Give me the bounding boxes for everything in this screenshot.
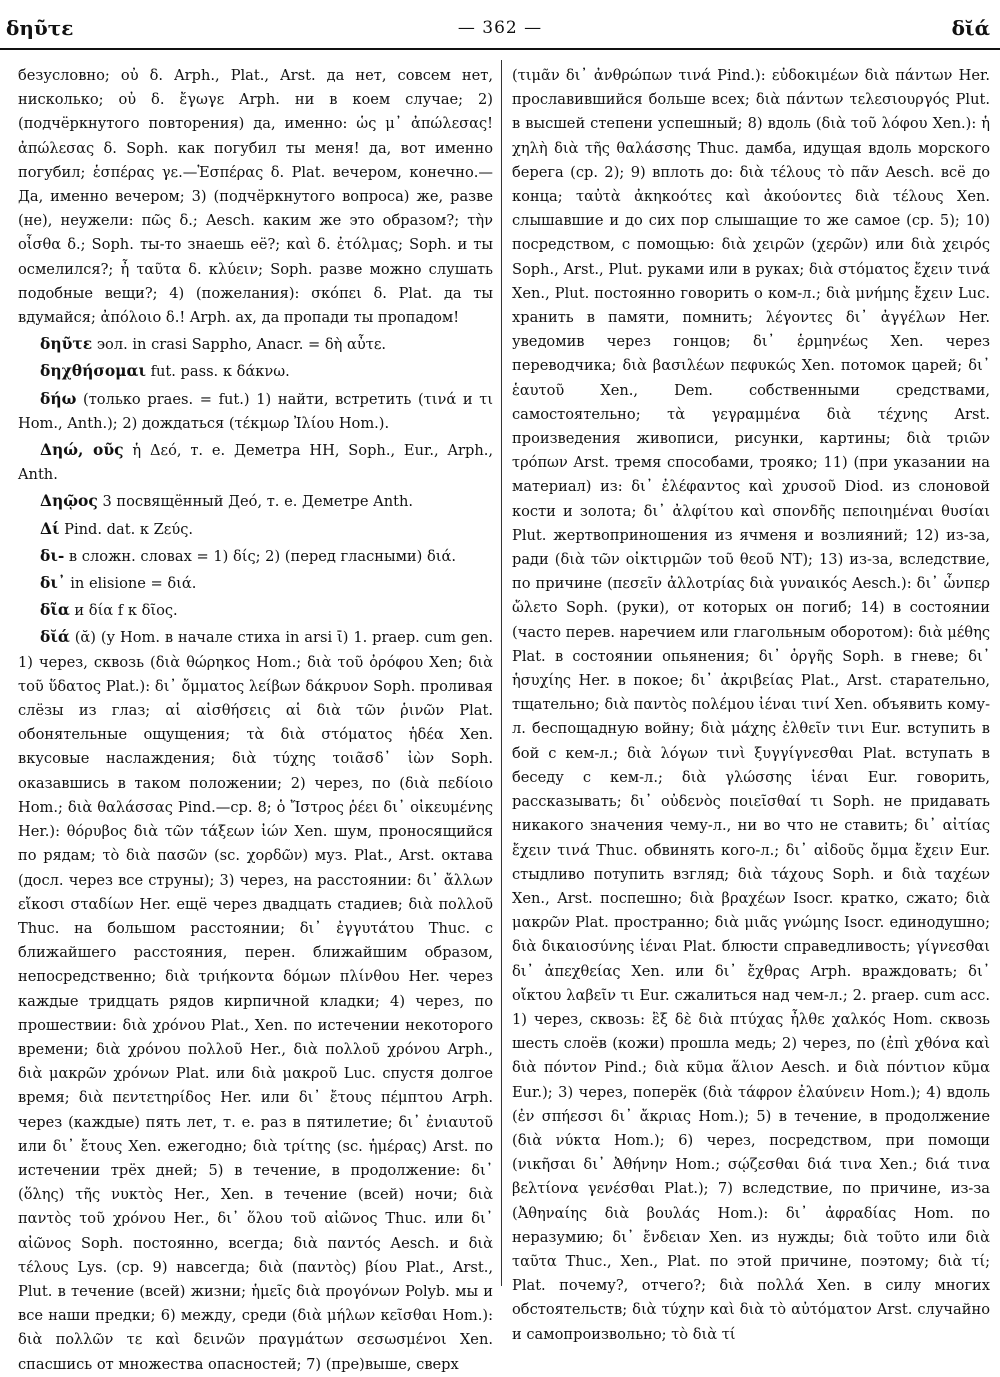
entry-body: in elisione = διά. <box>70 575 197 593</box>
dictionary-entry <box>18 387 493 436</box>
page-header <box>0 0 1000 60</box>
entry-headword: δι- <box>40 545 65 565</box>
entry-body: Pind. dat. к Ζεύς. <box>64 520 194 538</box>
entry-headword: Δηώ, οῦς <box>40 440 124 460</box>
entry-continuation <box>18 64 493 330</box>
entry-headword: δηχθήσομαι <box>40 361 146 381</box>
left-column <box>18 64 494 1373</box>
dictionary-entry <box>18 571 493 596</box>
entry-headword: δῐά <box>40 627 70 647</box>
column-divider <box>501 60 502 1286</box>
running-head-right: δῐά <box>951 16 990 40</box>
entry-headword: δηῦτε <box>40 334 93 354</box>
dictionary-entry <box>18 489 493 514</box>
entry-body: 3 посвящённый Деό, т. е. Деметре Anth. <box>102 493 414 511</box>
entry-body: в сложн. словах = 1) δίς; 2) (перед гласными) διά. <box>68 547 456 565</box>
dictionary-entry <box>18 598 493 623</box>
running-head-left: δηῦτε <box>6 16 74 40</box>
header-rule <box>0 48 1000 50</box>
entry-headword: Δηῷος <box>40 491 98 511</box>
dictionary-entry <box>18 332 493 357</box>
entry-body: и δία f к δῖος. <box>74 602 178 620</box>
dictionary-entry <box>18 438 493 487</box>
entry-body: ἡ Δεό, т. е. Деметра HH, Soph., Eur., Arph., Anth. <box>18 442 493 484</box>
entry-headword: δήω <box>40 388 77 408</box>
entry-body: эол. in crasi Sappho, Anacr. = δὴ αὖτε. <box>96 336 387 354</box>
dictionary-entry <box>18 544 493 569</box>
continuation-text: безусловно; οὐ δ. Arph., Plat., Arst. да нет, совсем нет, нисколько; οὐ δ. ἔγωγε Arph. ни в коем случае; 2) (подчёркнутого повторения) да, именно: ὡς μ᾽ ἀπώλεσας! ἀπώλεσας δ. Soph. как погубил ты меня! да, вот именно погубил; ἑσπέρας γε.—Ἑσπέρας δ. Plat. вечером, конечно.—Да, именно вечером; 3) (подчёркнутого вопроса) же, разве (не), неужели: πῶς δ.; Aesch. каким же это образом?; τὴν οἶσθα δ.; Soph. ты-то знаешь её?; καὶ δ. ἐτόλμας; Soph. и ты осмелился?; ἦ ταῦτα δ. κλύειν; Soph. разве можно слушать подобные вещи?; 4) (пожелания): σκόπει δ. Plat. да ты вдумайся; ἀπόλοιο δ.! Arph. ах, да пропади ты пропадом! <box>18 67 493 327</box>
right-column <box>512 64 990 1343</box>
entry-body: (только praes. = fut.) 1) найти, встретить (τινά и τι Hom., Anth.); 2) дождаться (τέκμωρ Ἰλίου Hom.). <box>18 390 493 432</box>
entry-continuation <box>512 64 990 1347</box>
entry-headword: Δί <box>40 518 60 538</box>
entry-body: (ᾰ) (у Hom. в начале стиха in arsi ῑ) 1. praep. cum gen. 1) через, сквозь (διὰ θώρηκος Hom.; διὰ τοῦ ὀρόφου Xen; διὰ τοῦ ὕδατος Plat.): δι᾽ ὄμματος λείβων δάκρυον Soph. проливая слёзы из глаз; αἱ αἰσθήσεις αἱ διὰ τῶν ῥινῶν Plat. обонятельные ощущения; τὰ διὰ στόματος ἡδέα Xen. вкусовые наслаждения; διὰ τύχης τοιᾶσδ᾽ ἰὼν Soph. оказавшись в таком положении; 2) через, по (διὰ πεδίοιο Hom.; διὰ θαλάσσας Pind.—ср. 8; ὁ Ἴστρος ῥέει δι᾽ οἰκευμένης Her.): θόρυβος διὰ τῶν τάξεων ἰών Xen. шум, проносящийся по рядам; τὸ διὰ πασῶν (sc. χορδῶν) муз. Plat., Arst. октава (досл. через все струны); 3) через, на расстоянии: δι᾽ ἄλλων εἴκοσι σταδίων Her. ещё через двадцать стадиев; διὰ πολλοῦ Thuc. на большом расстоянии; δι᾽ ἐγγυτάτου Thuc. с ближайшего расстояния, перен. ближайшим образом, непосредственно; διὰ τριήκοντα δόμων πλίνθου Her. через каждые тридцать рядов кирпичной кладки; 4) через, по прошествии: διὰ χρόνου Plat., Xen. по истечении некоторого времени; διὰ χρόνου πολλοῦ Her., διὰ πολλοῦ χρόνου Arph., διὰ μακρῶν χρόνων Plat. или διὰ μακροῦ Luc. спустя долгое время; διὰ πεντετηρίδος Her. или δι᾽ ἔτους πέμπτου Arph. через (каждые) пять лет, т. е. раз в пятилетие; δι᾽ ἐνιαυτοῦ или δι᾽ ἔτους Xen. ежегодно; διὰ τρίτης (sc. ἡμέρας) Arst. по истечении трёх дней; 5) в течение, в продолжение: δι᾽ (ὅλης) τῆς νυκτὸς Her., Xen. в течение (всей) ночи; διὰ παντὸς τοῦ χρόνου Her., δι᾽ ὅλου τοῦ αἰῶνος Thuc. или δι᾽ αἰῶνος Soph. постоянно, всегда; διὰ παντός Aesch. и διὰ τέλους Lys. (ср. 9) навсегда; διὰ (παντὸς) βίου Plat., Arst., Plut. в течение (всей) жизни; ἡμεῖς διὰ προγόνων Polyb. мы и все наши предки; 6) между, среди (διὰ μήλων κεῖσθαι Hom.): διὰ πολλῶν τε καὶ δεινῶν πραγμάτων σεσωσμένοι Xen. спасшись от множества опасностей; 7) (пре)выше, сверх <box>18 629 494 1373</box>
dictionary-entry <box>18 517 493 542</box>
dictionary-entry <box>18 625 493 1376</box>
dictionary-entry <box>18 359 493 384</box>
continuation-text: (τιμᾶν δι᾽ ἀνθρώπων τινά Pind.): εὐδοκιμέων διὰ πάντων Her. прославившийся больше всех; διὰ πάντων τελεσιουργός Plut. в высшей степени успешный; 8) вдоль (διὰ τοῦ λόφου Xen.): ἡ χηλὴ διὰ τῆς θαλάσσης Thuc. дамба, идущая вдоль морского берега (ср. 2); 9) вплоть до: διὰ τέλους τὸ πᾶν Aesch. всё до конца; ταὐτὰ ἀκηκοότες καὶ ἀκούοντες διὰ τέλους Xen. слышавшие и до сих пор слышащие то же самое (ср. 5); 10) посредством, с помощью: διὰ χειρῶν (χερῶν) или διὰ χειρός Soph., Arst., Plut. руками или в руках; διὰ στόματος ἔχειν τινά Xen., Plut. постоянно говорить о ком-л.; διὰ μνήμης ἔχειν Luc. хранить в памяти, помнить; λέγοντες δι᾽ ἀγγέλων Her. уведомив через гонцов; δι᾽ ἑρμηνέως Xen. через переводчика; διὰ βασιλέων πεφυκώς Xen. потомок царей; δι᾽ ἑαυτοῦ Xen., Dem. собственными средствами, самостоятельно; τὰ γεγραμμένα διὰ τέχνης Arst. произведения живописи, рисунки, картины; διὰ τριῶν τρόπων Arst. тремя способами, трояко; 11) (при указании на материал) из: δι᾽ ἐλέφαντος καὶ χρυσοῦ Diod. из слоновой кости и золота; δι᾽ ἀλφίτου καὶ σπονδῆς πεποιημέναι θυσίαι Plut. жертвоприношения из ячменя и возлияний; 12) из-за, ради (διὰ τῶν οἰκτιρμῶν τοῦ θεοῦ NT); 13) из-за, вследствие, по причине (πεσεῖν ἀλλοτρίας διὰ γυναικός Aesch.): δι᾽ ὧνπερ ὤλετο Soph. (руки), от которых он погиб; 14) в состоянии (часто перев. наречием или глагольным оборотом): διὰ μέθης Plat. в состоянии опьянения; δι᾽ ὀργῆς Soph. в гневе; δι᾽ ἡσυχίης Her. в покое; δι᾽ ἀκριβείας Plat., Arst. старательно, тщательно; διὰ παντὸς πολέμου ἰέναι τινί Xen. объявить кому-л. беспощадную войну; διὰ μάχης ἐλθεῖν τινι Eur. вступить в бой с кем-л.; διὰ λόγων τινὶ ξυγγίγνεσθαι Plat. вступать в беседу с кем-л.; διὰ γλώσσης ἰέναι Eur. говорить, рассказывать; δι᾽ οὐδενὸς ποιεῖσθαί τι Soph. не придавать никакого значения чему-л., ни во что не ставить; δι᾽ αἰτίας ἔχειν τινά Thuc. обвинять кого-л.; δι᾽ αἰδοῦς ὄμμα ἔχειν Eur. стыдливо потупить взгляд; διὰ τάχους Soph. и διὰ ταχέων Xen., Arst. поспешно; διὰ βραχέων Isocr. кратко, сжато; διὰ μακρῶν Plat. пространно; διὰ μιᾶς γνώμης Isocr. единодушно; διὰ δικαιοσύνης ἰέναι Plat. блюсти справедливость; γίγνεσθαι δι᾽ ἀπεχθείας Xen. или δι᾽ ἔχθρας Arph. враждовать; δι᾽ οἴκτου λαβεῖν τι Eur. сжалиться над чем-л.; 2. praep. cum acc. 1) через, сквозь: ἓξ δὲ διὰ πτύχας ἦλθε χαλκός Hom. сквозь шесть слоёв (кожи) прошла медь; 2) через, по (ἐπὶ χθόνα καὶ διὰ πόντον Pind.; διὰ κῦμα ἅλιον Aesch. и διὰ πόντιον κῦμα Eur.); 3) через, поперёк (διὰ τάφρον ἐλαύνειν Hom.); 4) вдоль (ἐν σπήεσσι δι᾽ ἄκριας Hom.); 5) в течение, в продолжение (διὰ νύκτα Hom.); 6) через, посредством, при помощи (νικῆσαι δι᾽ Ἀθήνην Hom.; σῴζεσθαι διά τινα Xen.; διά τινα βελτίονα γενέσθαι Plat.); 7) вследствие, по причине, из-за (Ἀθηναίης διὰ βουλάς Hom.): δι᾽ ἀφραδίας Hom. по неразумию; δι᾽ ἔνδειαν Xen. из нужды; διὰ τοῦτο или διὰ ταῦτα Thuc., Xen., Plat. по этой причине, поэтому; διὰ τί; Plat. почему?, отчего?; διὰ πολλά Xen. в силу многих обстоятельств; διὰ τύχην καὶ διὰ τὸ αὐτόματον Arst. случайно и самопроизвольно; τὸ διὰ τί <box>512 67 990 1343</box>
entry-headword: δῖα <box>40 600 70 620</box>
page-number: — 362 — <box>457 18 543 38</box>
entry-body: fut. pass. к δάκνω. <box>150 363 290 381</box>
entry-headword: δι᾽ <box>40 573 66 593</box>
